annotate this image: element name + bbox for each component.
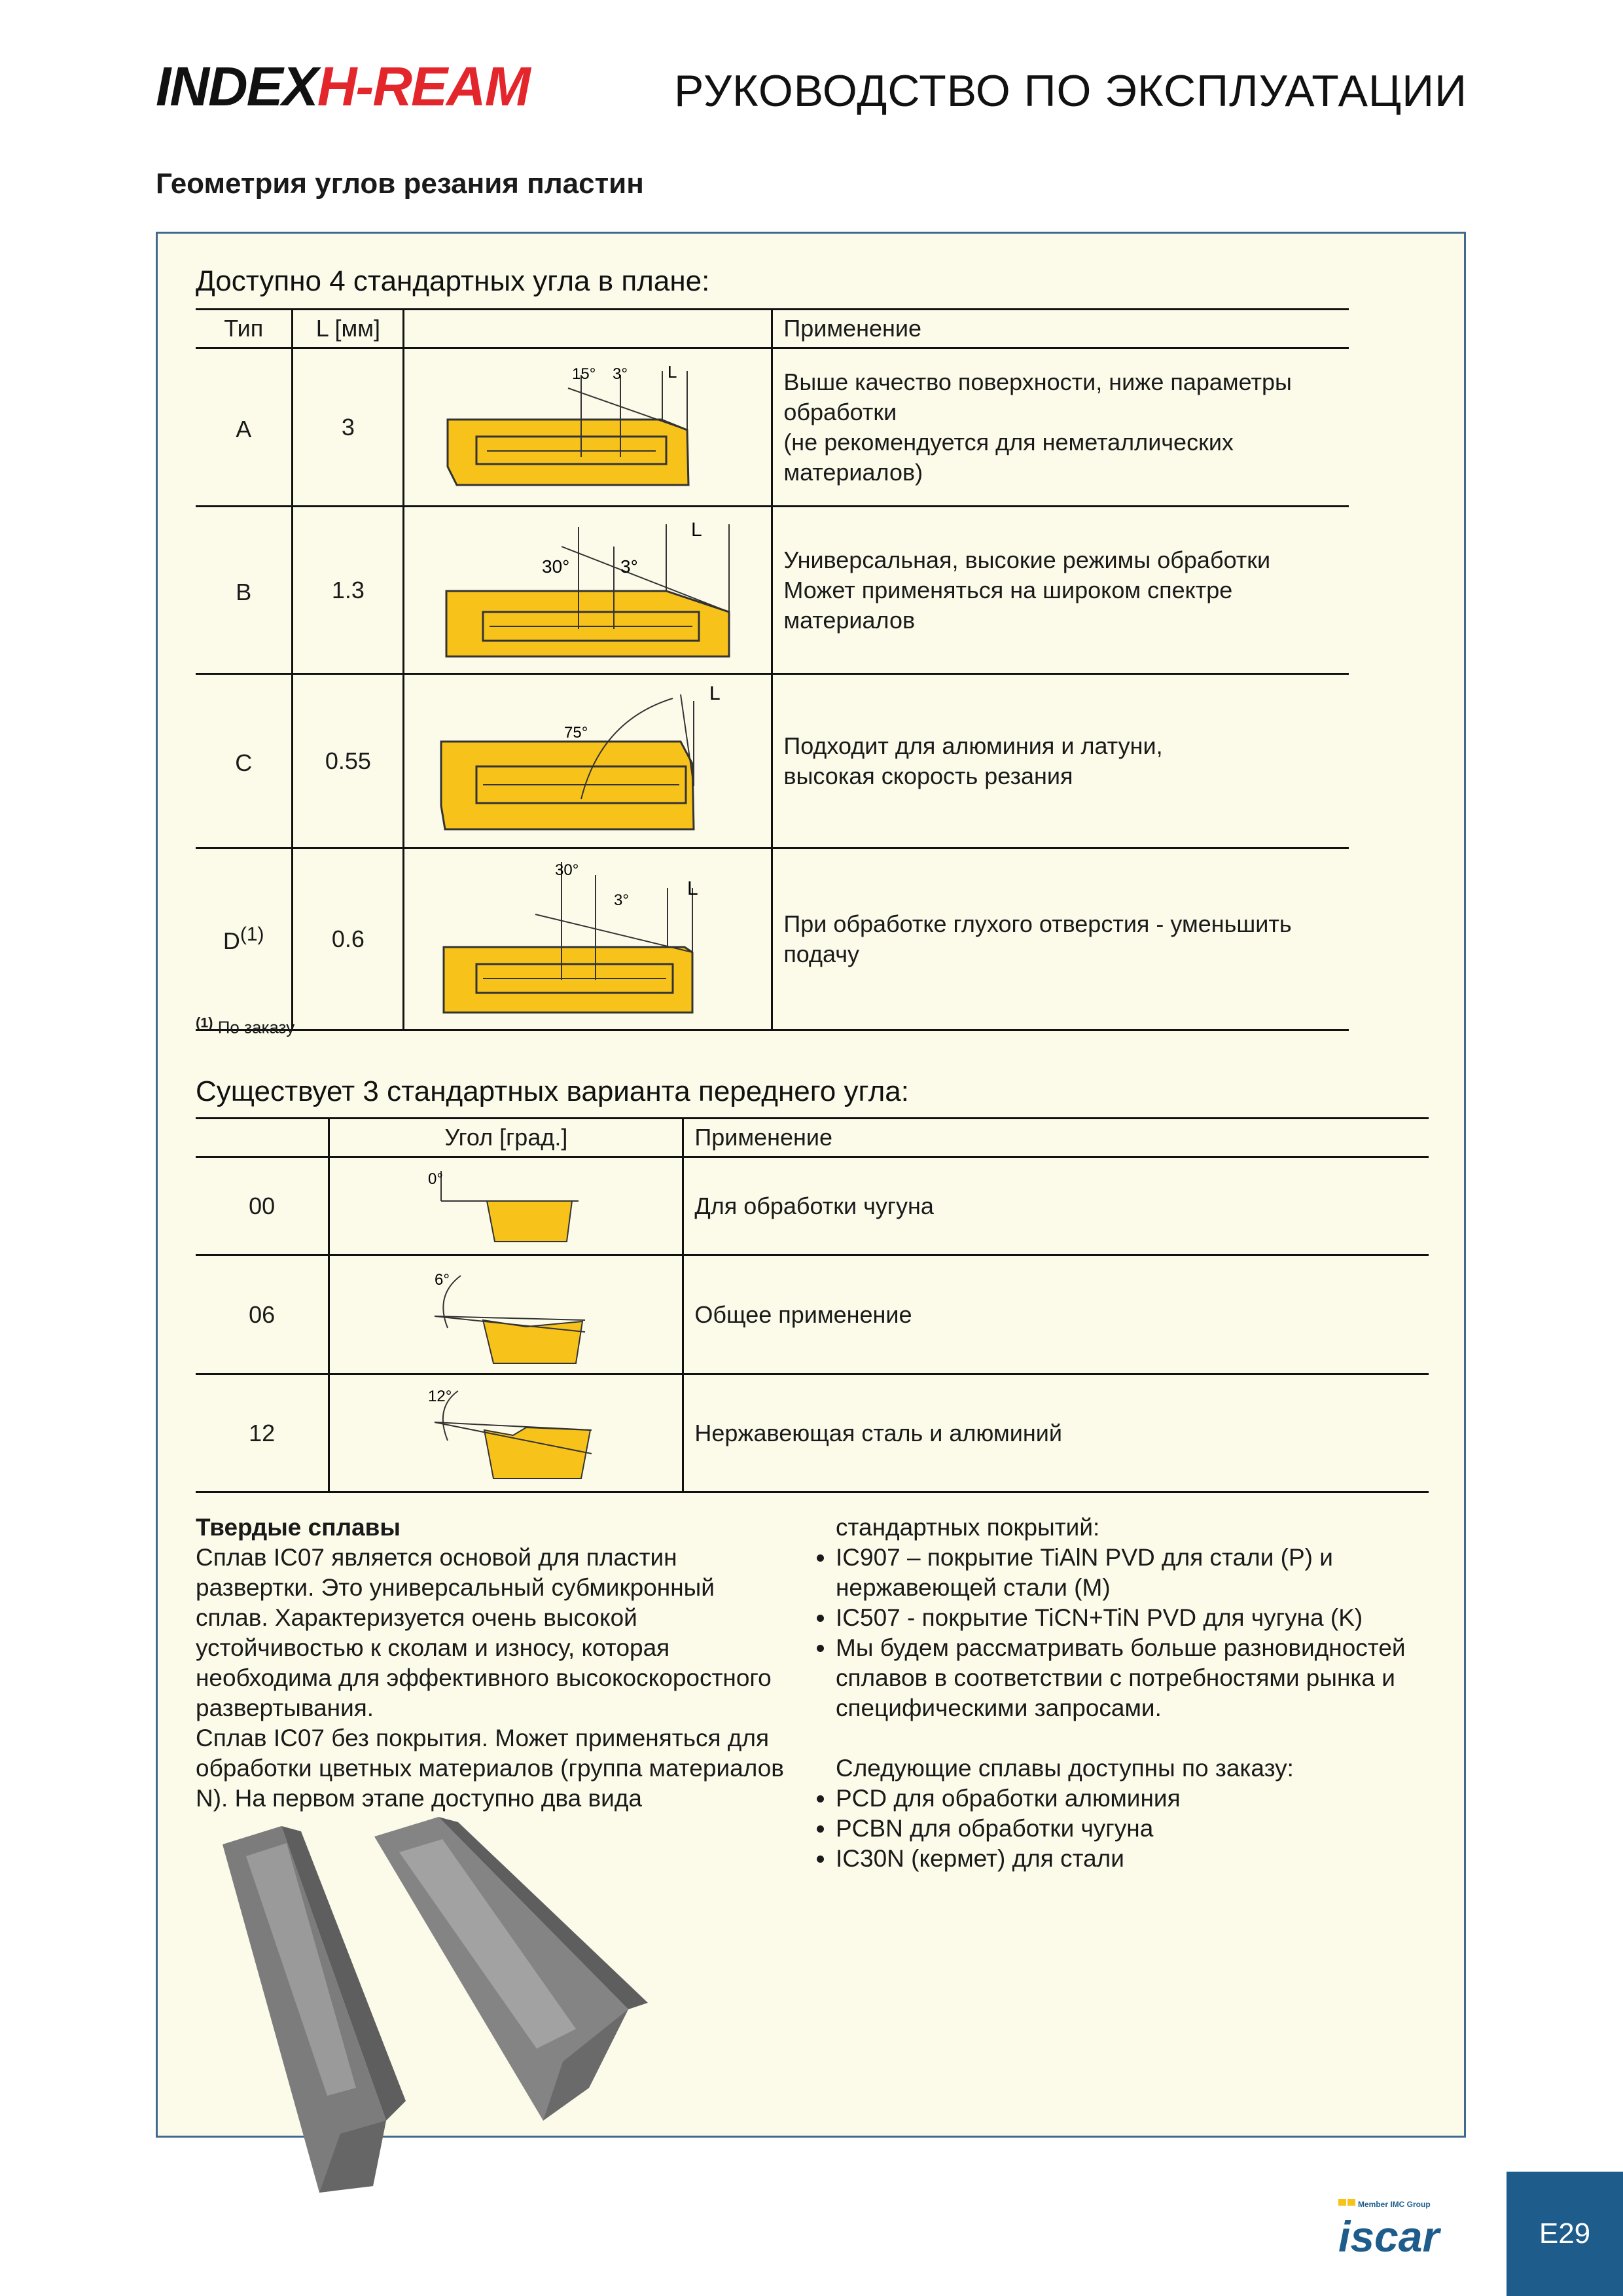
insert-diagram-cell (404, 674, 772, 848)
angle-label: 0° (428, 1170, 444, 1188)
member-text: Member IMC Group (1358, 2200, 1431, 2209)
carbides-left-text: Сплав IC07 является основой для пластин развертки. Это универсальный субмикронный сплав. Характеризуется очень высокой устойчивостью к сколам и износу, которая необходима для эффективного высокоскоростного развертывания. Сплав IC07 без покрытия. Может применяться для обработки цветных материалов (группа материалов N). На первом этапе доступно два вида (196, 1544, 784, 1812)
application-cell: При обработке глухого отверстия - уменьшить подачу (772, 848, 1349, 1030)
rake-diagram-12 (330, 1375, 682, 1485)
l-cell: 1.3 (293, 507, 404, 674)
rake-diagram-cell (329, 1157, 683, 1255)
l-cell: 0.55 (293, 674, 404, 848)
rake-diagram-00 (330, 1158, 682, 1248)
column-header (196, 1119, 329, 1157)
document-title: РУКОВОДСТВО ПО ЭКСПЛУАТАЦИИ (674, 66, 1467, 116)
table-header-row (196, 310, 1349, 348)
angle-label: 30° (555, 861, 579, 879)
list-item: • IC30N (кермет) для стали (836, 1844, 1434, 1874)
table-row (196, 1157, 1429, 1255)
insert-right-image (374, 1817, 648, 2121)
angle-label: 3° (614, 891, 630, 909)
l-cell: 3 (293, 348, 404, 507)
column-header: Применение (772, 310, 1349, 348)
brand-text: iscar (1338, 2212, 1440, 2258)
carbides-left-column (196, 1513, 785, 1814)
list-item: • Мы будем рассматривать больше разновидностей сплавов в соответствии с потребностями рынка и специфическими запросами. (836, 1633, 1434, 1723)
application-cell: Нержавеющая сталь и алюминий (683, 1374, 1429, 1492)
logo-index-text: INDEX (156, 56, 317, 117)
table-header-row (196, 1119, 1429, 1157)
rake-diagram-06 (330, 1256, 682, 1367)
list-item: • IC507 - покрытие TiCN+TiN PVD для чугуна (K) (836, 1603, 1434, 1633)
insert-left-image (223, 1826, 406, 2193)
type-cell (196, 348, 293, 507)
application-cell: Выше качество поверхности, ниже параметры обработки (не рекомендуется для неметаллических материалов) (772, 348, 1349, 507)
angle-label: 30° (542, 556, 570, 577)
code-cell: 12 (196, 1374, 329, 1492)
angle-label: 3° (620, 556, 639, 577)
l-label: L (691, 519, 702, 541)
insert-diagram-cell (404, 348, 772, 507)
type-value: A (236, 415, 252, 442)
application-cell: Общее применение (683, 1255, 1429, 1374)
insert-diagram-d (404, 849, 771, 1023)
type-value: B (236, 578, 252, 605)
section-title: Геометрия углов резания пластин (156, 168, 644, 200)
plan-angles-heading: Доступно 4 стандартных угла в плане: (196, 265, 710, 297)
l-cell: 0.6 (293, 848, 404, 1030)
application-cell: Универсальная, высокие режимы обработки Может применяться на широком спектре материалов (772, 507, 1349, 674)
coatings-intro: стандартных покрытий: (836, 1514, 1100, 1541)
plan-angles-table (196, 308, 1349, 1031)
angle-label: 15° (572, 365, 596, 383)
insert-photo (209, 1813, 707, 2199)
carbides-title: Твердые сплавы (196, 1514, 401, 1541)
rake-angles-heading: Существует 3 стандартных варианта переднего угла: (196, 1075, 909, 1107)
insert-diagram-c (404, 675, 771, 841)
column-header: Тип (196, 310, 293, 348)
footnote-text: По заказу (213, 1017, 295, 1037)
code-cell: 00 (196, 1157, 329, 1255)
table-row (196, 674, 1349, 848)
list-item: • PCD для обработки алюминия (836, 1784, 1434, 1814)
l-label: L (687, 878, 698, 899)
list-item: • IC907 – покрытие TiAlN PVD для стали (P) и нержавеющей стали (M) (836, 1543, 1434, 1603)
type-value: D (223, 927, 240, 954)
type-cell (196, 674, 293, 848)
rake-diagram-cell (329, 1374, 683, 1492)
angle-label: 6° (435, 1271, 450, 1289)
angle-label: 3° (613, 365, 628, 383)
insert-diagram-cell (404, 848, 772, 1030)
iscar-logo (1338, 2199, 1482, 2261)
column-header: Угол [град.] (329, 1119, 683, 1157)
order-intro: Следующие сплавы доступны по заказу: (836, 1755, 1294, 1782)
insert-diagram-a (404, 349, 771, 499)
list-item: • PCBN для обработки чугуна (836, 1814, 1434, 1844)
table-row (196, 507, 1349, 674)
table-row (196, 848, 1349, 1030)
table-row (196, 348, 1349, 507)
application-cell: Для обработки чугуна (683, 1157, 1429, 1255)
footnote (196, 1014, 294, 1038)
table-row (196, 1255, 1429, 1374)
type-sup: (1) (240, 923, 264, 945)
iscar-logo-graphic (1338, 2199, 1482, 2258)
rake-diagram-cell (329, 1255, 683, 1374)
column-header: L [мм] (293, 310, 404, 348)
carbides-right-column (812, 1513, 1434, 1874)
type-cell (196, 848, 293, 1030)
l-label: L (709, 683, 721, 704)
table-row (196, 1374, 1429, 1492)
code-cell: 06 (196, 1255, 329, 1374)
type-value: C (235, 749, 253, 776)
column-header (404, 310, 772, 348)
angle-label: 75° (564, 724, 588, 742)
insert-diagram-cell (404, 507, 772, 674)
brand-logo (156, 56, 529, 117)
column-header: Применение (683, 1119, 1429, 1157)
rake-angles-table (196, 1117, 1429, 1493)
type-cell (196, 507, 293, 674)
footnote-mark: (1) (196, 1014, 213, 1030)
l-label: L (668, 362, 677, 382)
insert-diagram-b (404, 507, 771, 667)
logo-hream-text: H-REAM (317, 56, 529, 117)
angle-label: 12° (428, 1388, 452, 1405)
page-number: E29 (1507, 2172, 1623, 2296)
order-list (812, 1784, 1434, 1874)
application-cell: Подходит для алюминия и латуни, высокая скорость резания (772, 674, 1349, 848)
coatings-list (812, 1543, 1434, 1723)
